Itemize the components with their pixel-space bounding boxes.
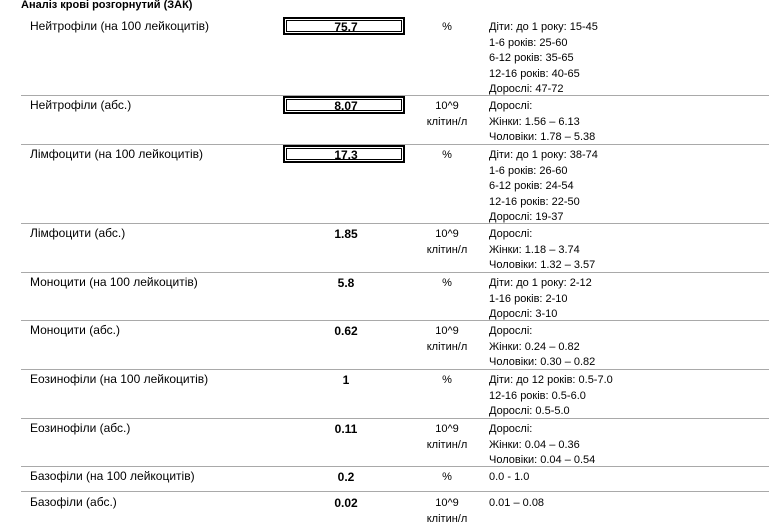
unit-line: % [442, 277, 452, 289]
unit-line: 10^9 [435, 228, 459, 240]
reference-line: Дорослі: 19-37 [489, 211, 564, 223]
unit-line: % [442, 21, 452, 33]
test-value: 17.3 [334, 148, 358, 162]
reference-line: Дорослі: [489, 228, 533, 240]
test-value: 75.7 [334, 20, 358, 34]
reference-line: 6-12 років: 35-65 [489, 52, 574, 64]
test-name: Базофіли (на 100 лейкоцитів) [30, 469, 195, 483]
reference-line: Дорослі: [489, 100, 533, 112]
reference-line: Діти: до 1 року: 15-45 [489, 21, 598, 33]
report-title: Аналіз крові розгорнутий (ЗАК) [21, 0, 193, 11]
reference-range [489, 276, 592, 323]
reference-line: 12-16 років: 0.5-6.0 [489, 389, 586, 402]
row-divider [21, 466, 769, 467]
reference-range [489, 470, 529, 486]
reference-line: Жінки: 1.56 – 6.13 [489, 115, 580, 128]
test-value: 0.11 [334, 422, 358, 436]
reference-line: Чоловіки: 1.32 – 3.57 [489, 259, 596, 271]
test-name: Моноцити (абс.) [30, 323, 120, 337]
test-name: Еозинофіли (на 100 лейкоцитів) [30, 372, 209, 386]
reference-line: Дорослі: [489, 423, 533, 435]
unit-line: % [442, 374, 452, 386]
test-value: 8.07 [334, 99, 358, 113]
reference-line: Жінки: 0.24 – 0.82 [489, 340, 580, 353]
test-unit [412, 147, 482, 163]
reference-range [489, 20, 598, 98]
row-divider [21, 491, 769, 492]
test-name: Моноцити (на 100 лейкоцитів) [30, 275, 198, 289]
test-unit [412, 495, 482, 527]
unit-line: клітин/л [426, 439, 468, 451]
test-unit [412, 469, 482, 485]
reference-line: 0.01 – 0.08 [489, 497, 545, 509]
reference-range [489, 373, 613, 420]
reference-line: Дорослі: 3-10 [489, 308, 558, 320]
row-divider [21, 272, 769, 273]
reference-range [489, 227, 595, 274]
reference-line: Чоловіки: 1.78 – 5.38 [489, 131, 596, 143]
row-divider [21, 369, 769, 370]
unit-line: 10^9 [435, 423, 459, 435]
test-name: Нейтрофіли (на 100 лейкоцитів) [30, 19, 209, 33]
test-unit [412, 323, 482, 355]
unit-line: % [442, 149, 452, 161]
test-value: 1.85 [334, 227, 358, 241]
unit-line: клітин/л [426, 513, 468, 525]
reference-line: 12-16 років: 22-50 [489, 195, 580, 208]
test-value: 0.02 [334, 496, 358, 510]
unit-line: % [442, 471, 452, 483]
row-divider [21, 418, 769, 419]
unit-line: 10^9 [435, 325, 459, 337]
reference-range [489, 148, 598, 226]
reference-line: Дорослі: 0.5-5.0 [489, 405, 570, 417]
reference-range [489, 496, 544, 512]
test-unit [412, 98, 482, 130]
reference-line: 12-16 років: 40-65 [489, 67, 580, 80]
unit-line: клітин/л [426, 341, 468, 353]
test-unit [412, 372, 482, 388]
test-value: 0.62 [334, 324, 358, 338]
test-value: 0.2 [337, 470, 355, 484]
row-divider [21, 95, 769, 96]
reference-line: 1-6 років: 25-60 [489, 36, 568, 49]
test-name: Еозинофіли (абс.) [30, 421, 131, 435]
reference-line: Діти: до 1 року: 38-74 [489, 149, 598, 161]
reference-line: 6-12 років: 24-54 [489, 180, 574, 192]
reference-range [489, 99, 595, 146]
test-name: Лімфоцити (абс.) [30, 226, 126, 240]
reference-line: Жінки: 1.18 – 3.74 [489, 243, 580, 256]
reference-line: Діти: до 1 року: 2-12 [489, 277, 592, 289]
reference-line: 1-6 років: 26-60 [489, 164, 568, 177]
row-divider [21, 320, 769, 321]
reference-line: 0.0 - 1.0 [489, 471, 530, 483]
reference-line: Чоловіки: 0.30 – 0.82 [489, 356, 596, 368]
reference-line: Дорослі: 47-72 [489, 83, 564, 95]
reference-line: Чоловіки: 0.04 – 0.54 [489, 454, 596, 466]
unit-line: клітин/л [426, 116, 468, 128]
reference-line: Дорослі: [489, 325, 533, 337]
test-name: Лімфоцити (на 100 лейкоцитів) [30, 147, 203, 161]
reference-line: Жінки: 0.04 – 0.36 [489, 438, 580, 451]
test-name: Базофіли (абс.) [30, 495, 117, 509]
test-unit [412, 421, 482, 453]
unit-line: 10^9 [435, 497, 459, 509]
test-unit [412, 19, 482, 35]
unit-line: клітин/л [426, 244, 468, 256]
test-name: Нейтрофіли (абс.) [30, 98, 132, 112]
test-value: 1 [342, 373, 350, 387]
reference-line: Діти: до 12 років: 0.5-7.0 [489, 374, 613, 386]
row-divider [21, 144, 769, 145]
row-divider [21, 223, 769, 224]
reference-line: 1-16 років: 2-10 [489, 292, 568, 305]
test-unit [412, 275, 482, 291]
unit-line: 10^9 [435, 100, 459, 112]
test-value: 5.8 [337, 276, 355, 290]
reference-range [489, 324, 595, 371]
test-unit [412, 226, 482, 258]
reference-range [489, 422, 595, 469]
